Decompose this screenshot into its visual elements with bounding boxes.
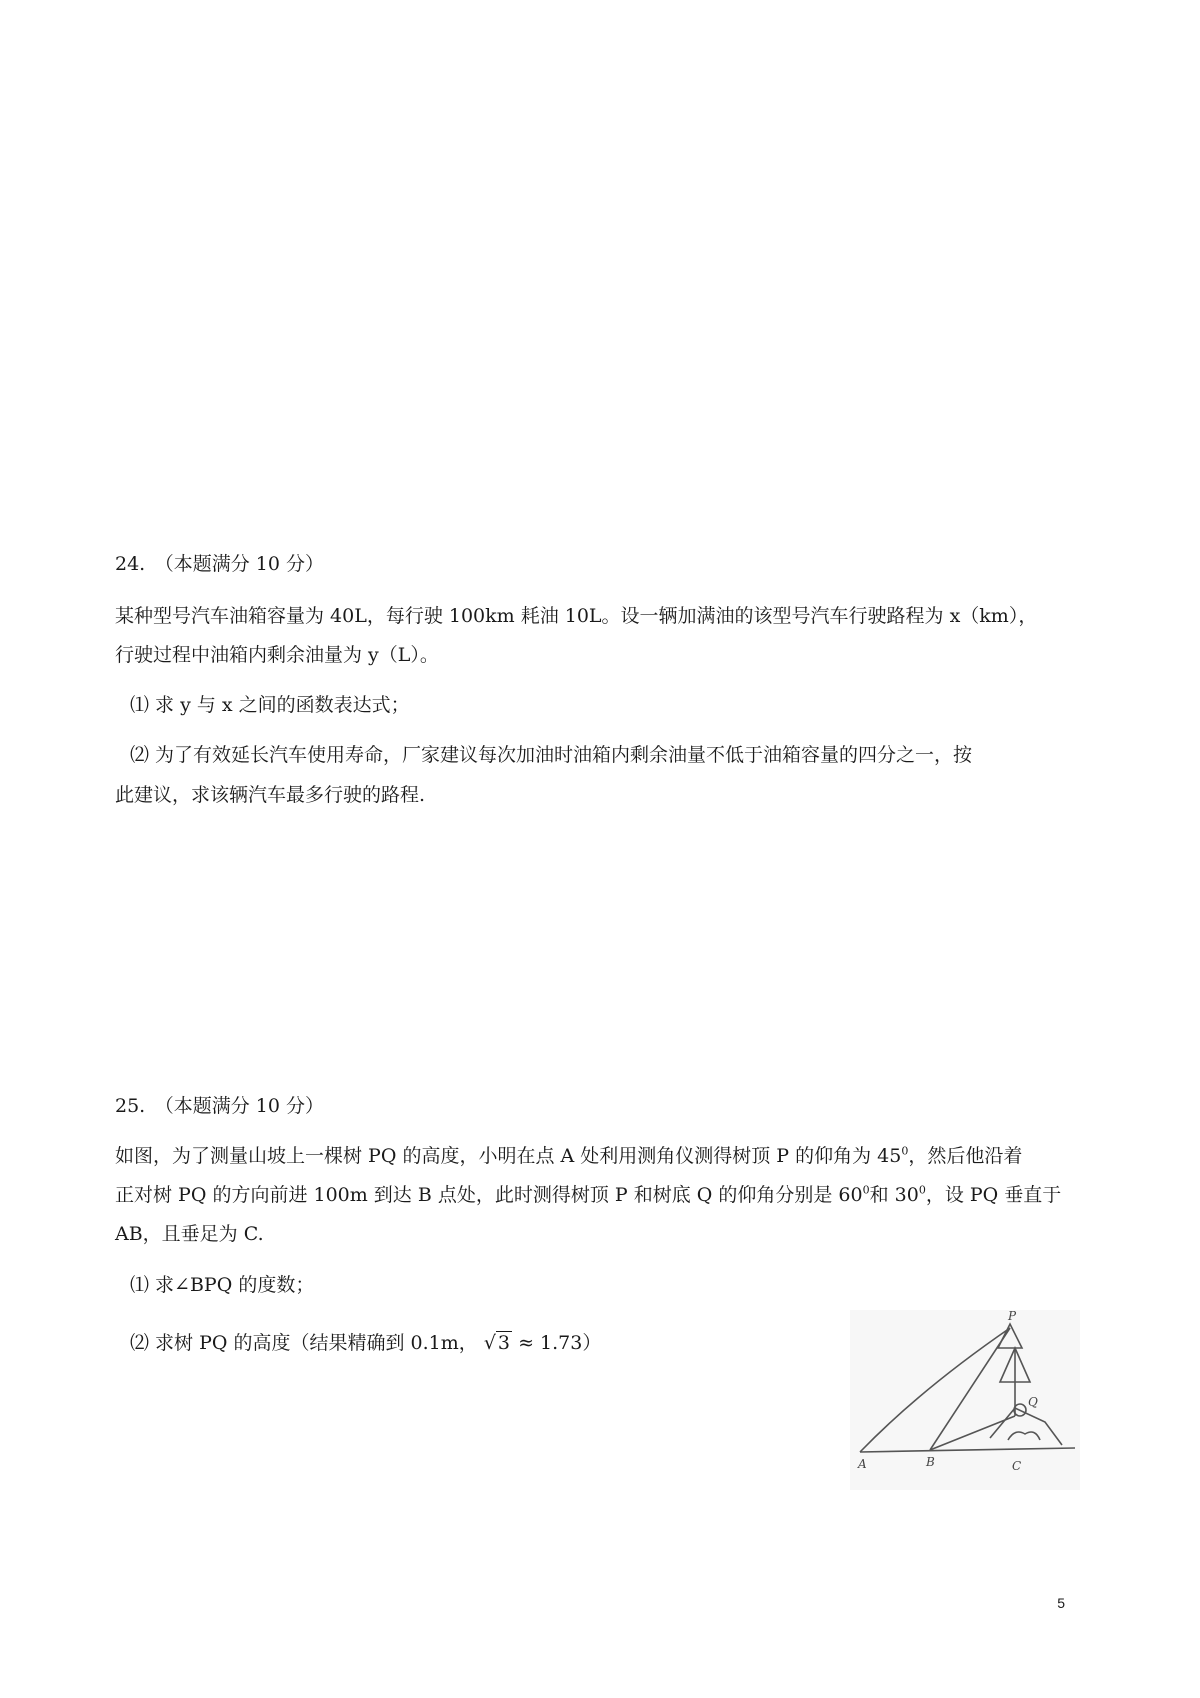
q25-part2: [130, 1330, 601, 1356]
label-a: A: [858, 1457, 867, 1471]
sqrt-expression: √ 3: [483, 1332, 511, 1354]
q25-body-line2-c: ，设 PQ 垂直于: [925, 1184, 1062, 1206]
q25-body-line1: [115, 1143, 1022, 1169]
q24-part2-line2: 此建议，求该辆汽车最多行驶的路程.: [115, 784, 426, 806]
label-q: Q: [1028, 1395, 1038, 1409]
sqrt-radicand: 3: [497, 1332, 511, 1354]
figure-background: [850, 1310, 1080, 1490]
q25-body-line2-a: 正对树 PQ 的方向前进 100m 到达 B 点处，此时测得树顶 P 和树底 Q 的仰角分别是 60: [115, 1184, 863, 1206]
label-p: P: [1008, 1310, 1017, 1323]
q25-header: 25. （本题满分 10 分）: [115, 1095, 324, 1117]
q25-body-line2: [115, 1182, 1061, 1208]
q24-body-line2: 行驶过程中油箱内剩余油量为 y（L）。: [115, 644, 439, 666]
q25-part2-c: ）: [582, 1332, 602, 1354]
q25-part2-a: ⑵ 求树 PQ 的高度（结果精确到 0.1m，: [130, 1332, 478, 1354]
q25-part1: ⑴ 求∠BPQ 的度数；: [130, 1274, 315, 1296]
degree-mark: 0: [918, 1183, 926, 1197]
degree-mark: 0: [862, 1183, 870, 1197]
label-c: C: [1012, 1459, 1022, 1473]
q24-part1: ⑴ 求 y 与 x 之间的函数表达式；: [130, 694, 410, 716]
page-number: 5: [1057, 1595, 1065, 1611]
slope-tree-figure: [850, 1310, 1080, 1490]
q24-header: 24. （本题满分 10 分）: [115, 553, 324, 575]
degree-mark: 0: [901, 1144, 909, 1158]
q25-body-line1-a: 如图，为了测量山坡上一棵树 PQ 的高度，小明在点 A 处利用测角仪测得树顶 P 的仰角为 45: [115, 1145, 902, 1167]
q25-part2-b: ≈ 1.73: [518, 1332, 583, 1354]
q25-body-line3: AB，且垂足为 C.: [115, 1223, 264, 1245]
q24-part2-line1: ⑵ 为了有效延长汽车使用寿命，厂家建议每次加油时油箱内剩余油量不低于油箱容量的四分之一，按: [130, 744, 973, 766]
q24-body-line1: 某种型号汽车油箱容量为 40L，每行驶 100km 耗油 10L。设一辆加满油的该型号汽车行驶路程为 x（km），: [115, 605, 1038, 627]
label-b: B: [926, 1455, 935, 1469]
q25-body-line2-b: 和 30: [869, 1184, 919, 1206]
q25-body-line1-b: ，然后他沿着: [908, 1145, 1023, 1167]
